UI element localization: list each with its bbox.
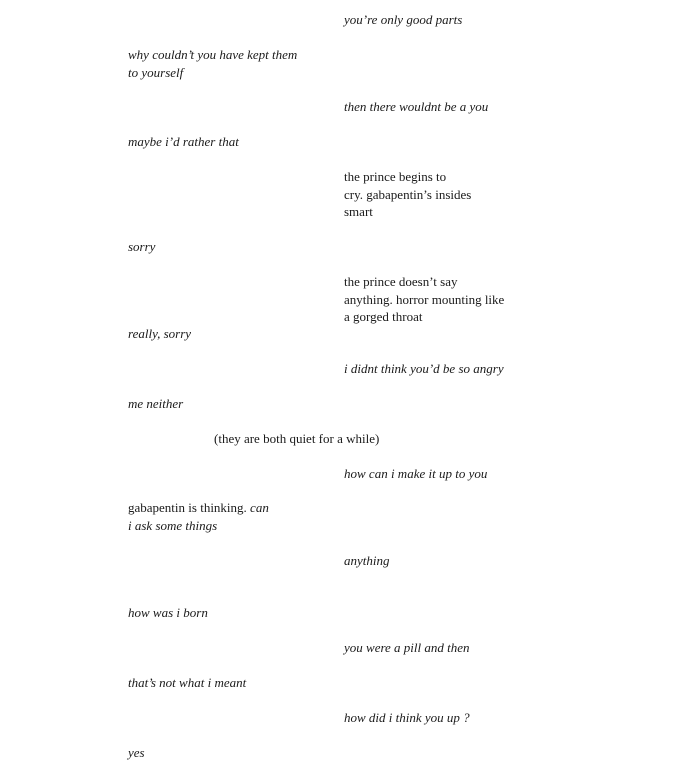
verse-line: (they are both quiet for a while) bbox=[214, 431, 380, 446]
verse-line: that’s not what i meant bbox=[128, 675, 247, 690]
verse-line: anything bbox=[344, 553, 390, 568]
narration-prince-cries bbox=[344, 168, 471, 221]
verse-line: me neither bbox=[128, 396, 184, 411]
verse-line: i didnt think you’d be so angry bbox=[344, 361, 504, 376]
verse-line: cry. gabapentin’s insides bbox=[344, 186, 472, 202]
stage-direction-quiet bbox=[214, 430, 379, 448]
prince-line-anything bbox=[344, 552, 390, 570]
dialogue-text: can bbox=[250, 500, 269, 515]
verse-line: a gorged throat bbox=[344, 309, 423, 324]
gabapentin-line-kept-them bbox=[128, 46, 297, 81]
prince-line-a-pill bbox=[344, 639, 470, 657]
gabapentin-line-yes bbox=[128, 744, 145, 762]
verse-line: the prince begins to bbox=[344, 169, 447, 184]
verse-line bbox=[128, 499, 269, 517]
prince-line-so-angry bbox=[344, 360, 504, 378]
verse-line: how did i think you up ? bbox=[344, 710, 470, 725]
verse-line: really, sorry bbox=[128, 326, 192, 341]
verse-line: how was i born bbox=[128, 605, 208, 620]
verse-line: yes bbox=[128, 745, 145, 760]
verse-line: smart bbox=[344, 204, 373, 219]
verse-line: sorry bbox=[128, 239, 156, 254]
prince-line-wouldnt-be-you bbox=[344, 98, 488, 116]
prince-line-think-you-up bbox=[344, 709, 470, 727]
verse-line: why couldn’t you have kept them bbox=[128, 47, 298, 62]
verse-line: to yourself bbox=[128, 64, 184, 80]
gabapentin-line-not-what-i-meant bbox=[128, 674, 246, 692]
gabapentin-line-how-born bbox=[128, 604, 208, 622]
verse-line: you’re only good parts bbox=[344, 12, 463, 27]
narration-gabapentin-thinking bbox=[128, 499, 269, 534]
narration-text: gabapentin is thinking. bbox=[128, 500, 251, 515]
verse-line: the prince doesn’t say bbox=[344, 274, 458, 289]
gabapentin-line-sorry bbox=[128, 238, 155, 256]
prince-line-only-good-parts bbox=[344, 11, 462, 29]
verse-line: you were a pill and then bbox=[344, 640, 470, 655]
gabapentin-line-me-neither bbox=[128, 395, 183, 413]
narration-prince-silent bbox=[344, 273, 504, 326]
verse-line: maybe i’d rather that bbox=[128, 134, 239, 149]
gabapentin-line-really-sorry bbox=[128, 325, 191, 343]
verse-line: then there wouldnt be a you bbox=[344, 99, 489, 114]
prince-line-make-it-up bbox=[344, 465, 487, 483]
verse-line: i ask some things bbox=[128, 517, 218, 533]
gabapentin-line-rather-that bbox=[128, 133, 239, 151]
verse-line: anything. horror mounting like bbox=[344, 291, 505, 307]
verse-line: how can i make it up to you bbox=[344, 466, 488, 481]
